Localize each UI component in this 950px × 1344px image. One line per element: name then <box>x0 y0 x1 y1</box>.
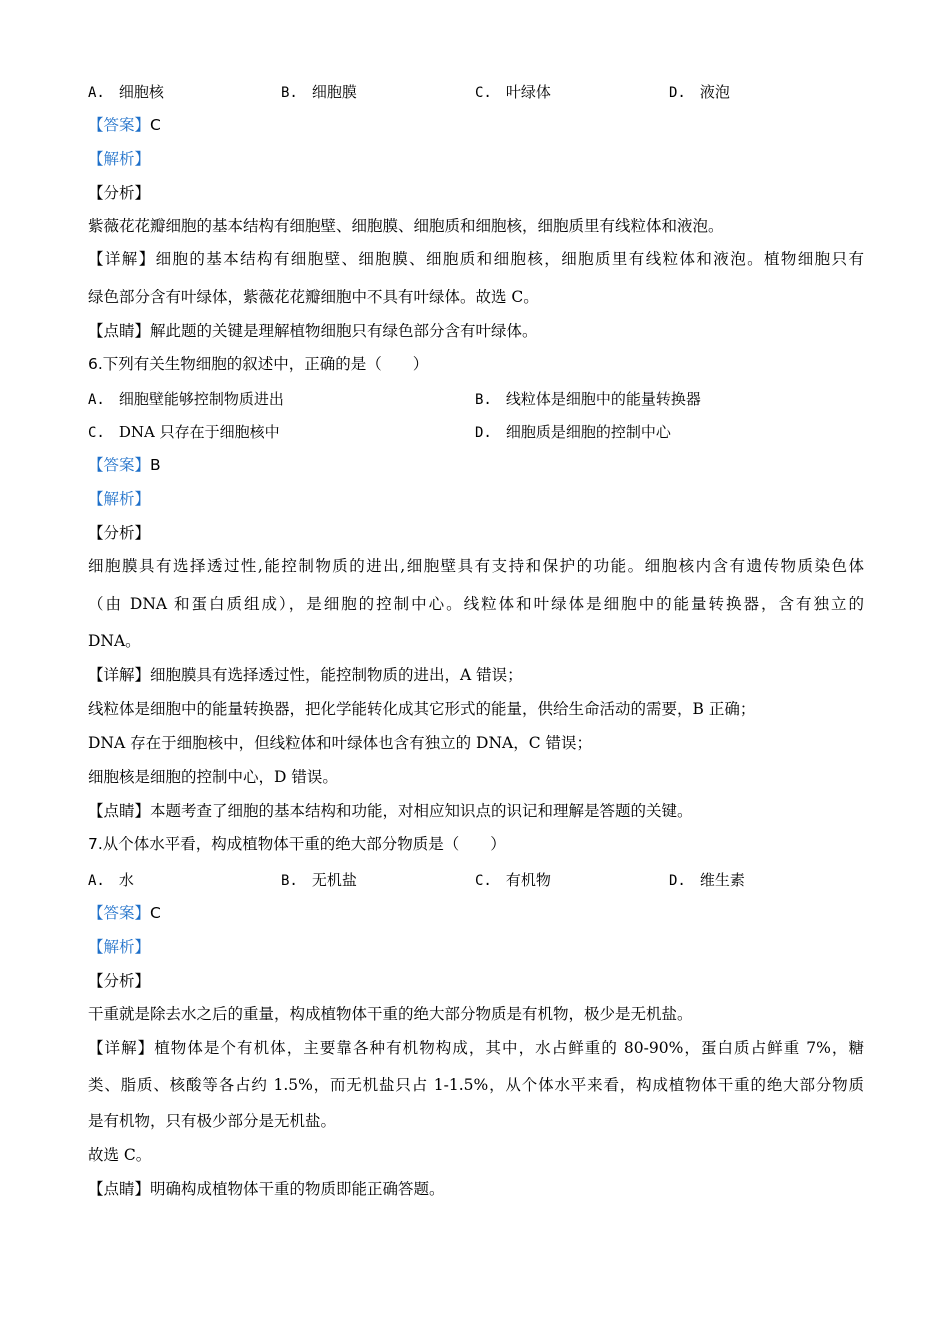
q6-fenxi-label: 【分析】 <box>88 524 151 542</box>
q7-fenxi-text: 干重就是除去水之后的重量，构成植物体干重的绝大部分物质是有机物，极少是无机盐。 <box>88 1005 693 1023</box>
q5-answer: 【答案】C <box>88 116 161 134</box>
q7-dianjing: 【点睛】明确构成植物体干重的物质即能正确答题。 <box>88 1180 445 1198</box>
q5-option-a: A. 细胞核 <box>88 83 164 101</box>
q7-option-a: A. 水 <box>88 871 134 889</box>
q5-option-d: D. 液泡 <box>669 83 730 101</box>
q7-answer: 【答案】C <box>88 904 161 922</box>
q5-option-c: C. 叶绿体 <box>475 83 551 101</box>
q5-dianjing: 【点睛】解此题的关键是理解植物细胞只有绿色部分含有叶绿体。 <box>88 322 538 340</box>
q6-detail-line1: 【详解】细胞膜具有选择透过性，能控制物质的进出，A 错误； <box>88 666 523 684</box>
q6-detail-line4: 细胞核是细胞的控制中心，D 错误。 <box>88 768 338 786</box>
q6-fenxi-line3: DNA。 <box>88 632 141 650</box>
q7-jiexi-label: 【解析】 <box>88 938 151 956</box>
q5-option-b: B. 细胞膜 <box>281 83 357 101</box>
q6-option-b: B. 线粒体是细胞中的能量转换器 <box>475 390 701 408</box>
q6-option-d: D. 细胞质是细胞的控制中心 <box>475 423 671 441</box>
q7-detail-line3: 是有机物，只有极少部分是无机盐。 <box>88 1112 337 1130</box>
q7-fenxi-label: 【分析】 <box>88 972 151 990</box>
q5-jiexi-label: 【解析】 <box>88 150 151 168</box>
q7-conclusion: 故选 C。 <box>88 1146 152 1164</box>
q5-fenxi-label: 【分析】 <box>88 184 151 202</box>
q7-option-b: B. 无机盐 <box>281 871 357 889</box>
q6-detail-line2: 线粒体是细胞中的能量转换器，把化学能转化成其它形式的能量，供给生命活动的需要，B 正确； <box>88 700 756 718</box>
q5-detail-line1: 【详解】细胞的基本结构有细胞壁、细胞膜、细胞质和细胞核，细胞质里有线粒体和液泡。植物细胞只有 <box>88 250 864 268</box>
q7-detail-line1: 【详解】植物体是个有机体，主要靠各种有机物构成，其中，水占鲜重的 80-90%，蛋白质占鲜重 7%，糖 <box>88 1039 864 1057</box>
q6-fenxi-line1: 细胞膜具有选择透过性,能控制物质的进出,细胞壁具有支持和保护的功能。细胞核内含有遗传物质染色体 <box>88 557 864 575</box>
q7-option-d: D. 维生素 <box>669 871 745 889</box>
q6-dianjing: 【点睛】本题考查了细胞的基本结构和功能，对相应知识点的识记和理解是答题的关键。 <box>88 802 693 820</box>
q6-option-c: C. DNA 只存在于细胞核中 <box>88 423 280 441</box>
q6-option-a: A. 细胞壁能够控制物质进出 <box>88 390 284 408</box>
q5-fenxi-text: 紫薇花花瓣细胞的基本结构有细胞壁、细胞膜、细胞质和细胞核，细胞质里有线粒体和液泡。 <box>88 217 724 235</box>
q7-detail-line2: 类、脂质、核酸等各占约 1.5%，而无机盐只占 1-1.5%，从个体水平来看，构成植物体干重的绝大部分物质 <box>88 1076 864 1094</box>
q7-option-c: C. 有机物 <box>475 871 551 889</box>
q7-stem: 7.从个体水平看，构成植物体干重的绝大部分物质是（ ） <box>88 835 506 853</box>
q6-detail-line3: DNA 存在于细胞核中，但线粒体和叶绿体也含有独立的 DNA，C 错误； <box>88 734 593 752</box>
q6-stem: 6.下列有关生物细胞的叙述中，正确的是（ ） <box>88 355 429 373</box>
q5-detail-line2: 绿色部分含有叶绿体，紫薇花花瓣细胞中不具有叶绿体。故选 C。 <box>88 288 539 306</box>
q6-jiexi-label: 【解析】 <box>88 490 151 508</box>
q6-answer: 【答案】B <box>88 456 161 474</box>
q6-fenxi-line2: （由 DNA 和蛋白质组成），是细胞的控制中心。线粒体和叶绿体是细胞中的能量转换器，含有独立的 <box>88 595 864 613</box>
